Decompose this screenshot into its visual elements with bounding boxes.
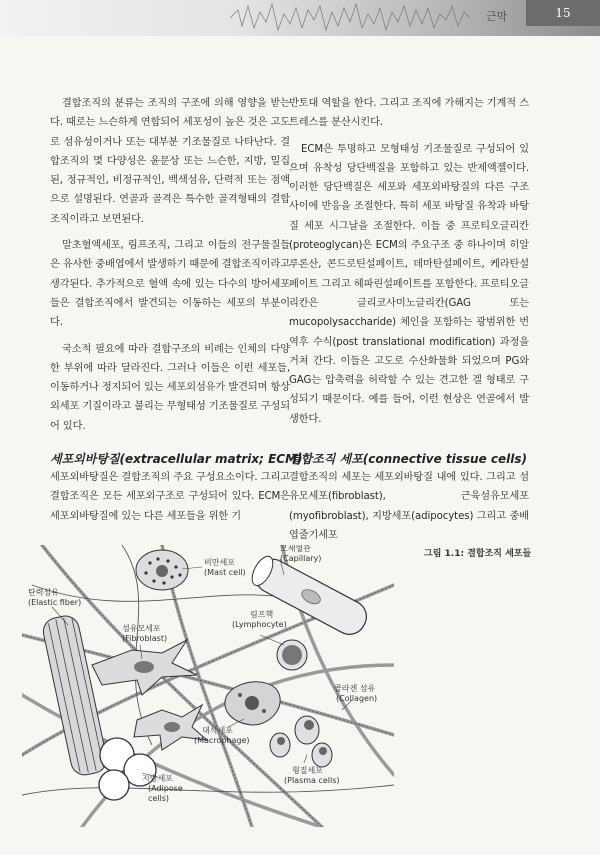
page-number: 15: [526, 0, 600, 26]
label-fibroblast: 섬유모세포: [122, 624, 161, 633]
label-collagen-en: (Collagen): [336, 694, 378, 703]
fibroblast: [92, 640, 197, 695]
ecm-paragraph: 세포외바탕질은 결합조직의 주요 구성요소이다. 그리고 결합조직은 모든 세포외구조로 구성되어 있다. ECM은 세포외바탕질에 있는 다른 세포들을 위한 기: [50, 472, 290, 522]
label-adipose-en-2: cells): [148, 794, 170, 803]
label-elastic-fiber: 탄력섬유: [28, 588, 59, 597]
label-fibroblast-en: (Fibroblast): [122, 634, 168, 643]
cells-paragraph: 결합조직의 세포는 세포외바탕질 내에 있다. 그리고 섬유모세포(fibroblast), 근육섬유모세포(myofibroblast), 지방세포(adipocytes) 그리고 중배엽줄기세포: [289, 472, 529, 541]
label-plasma: 형질세포: [292, 766, 323, 775]
label-plasma-en: (Plasma cells): [284, 776, 340, 785]
left-paragraph-1: 결합조직의 분류는 조직의 구조에 의해 영향을 받는다. 때로는 느슨하게 연합되어 세포성이 높은 것은 고도로 섬유성이거나 또는 대부분 기조물질로 나타난다. 결합조직의 몇 다양성은 윤문상 또는 느슨한, 지방, 밀집된, 정규적인, 비정규적인, 백색섬유, 단력적 또는 점액으로 설명된다. 연골과 골격은 특수한 골격형태의 결합조직이라고 보면된다.: [50, 98, 290, 225]
lymphocyte: [277, 640, 307, 670]
plasma-cells: [270, 716, 332, 767]
cells-heading: 결합조직 세포(connective tissue cells): [289, 452, 527, 466]
label-capillary: 모세혈관: [280, 545, 311, 553]
label-collagen: 콜라겐 섬유: [334, 684, 376, 693]
label-lymphocyte: 림프핵: [250, 610, 274, 619]
right-column: [289, 94, 529, 436]
connective-tissue-figure: [22, 545, 394, 827]
left-paragraph-3: 국소적 필요에 따라 결합구조의 비례는 인체의 다양한 부위에 따라 달라진다. 그러나 이들은 이런 세포들, 이동하거나 정지되어 있는 세포외섬유가 발견되며 항상 외세포 기질이라고 불리는 무형태성 기조물질로 구성되어 있다.: [50, 343, 290, 432]
left-paragraph-2: 말초혈액세포, 림프조직, 그리고 이들의 전구물질들은 유사한 중배엽에서 발생하기 때문에 결합조직이라고 생각된다. 추가적으로 혈액 속에 있는 다수의 방어세포들은 결합조직에서 발견되는 이동하는 세포의 부분이다.: [50, 240, 290, 329]
elastic-fiber-bundle: [41, 613, 109, 777]
label-macrophage-en: (Macrophage): [194, 736, 250, 745]
label-adipose-en-1: (Adipose: [148, 784, 183, 793]
label-lymphocyte-en: (Lymphocyte): [232, 620, 287, 629]
right-paragraph-2: ECM은 투명하고 모형태성 기조물질로 구성되어 있으며 유착성 당단백질을 포함하고 있는 반제액젤이다. 이러한 당단백질은 세포와 세포외바탕질의 다른 구조 사이에 반응을 조절한다. 특히 세포 바탕질 유착과 바탕질 세포 시그날을 조절한다. 이들 중 프로티오글리칸(proteoglycan)은 ECM의 주요구조 중 하나이며 히알루론산, 콘드로틴설페이트, 데마탄설페이트, 케라탄설페이트 그리고 헤파린설페이트를 포함한다. 프로티오글리칸은 글리코사미노글리칸(GAG 또는 mucopolysaccharide) 체인을 포함하는 광범위한 번역후 수식(post translational modification) 과정을 거쳐 간다. 이들은 고도로 수산화물화 되었으며 PG와 GAG는 압축력을 허락할 수 있는 견고한 겔 형태로 구성되기 때문이다. 예를 들어, 이런 현상은 연골에서 발생한다.: [289, 143, 529, 425]
label-elastic-fiber-en: (Elastic fiber): [28, 598, 82, 607]
right-paragraph-1: 반토대 역할을 한다. 그리고 조직에 가해지는 기계적 스트레스를 분산시킨다.: [289, 98, 529, 129]
label-mast-cell-en: (Mast cell): [204, 568, 246, 577]
label-mast-cell: 비만세포: [204, 558, 235, 567]
label-capillary-en: (Capillary): [280, 554, 322, 563]
header-section-title: 근막: [486, 10, 508, 23]
decorative-header-scribble: [230, 0, 470, 36]
mast-cell: [136, 550, 188, 590]
figure-caption: 그림 1.1: 결합조직 세포들: [424, 549, 532, 559]
macrophage: [225, 682, 280, 725]
ecm-heading: 세포외바탕질(extracellular matrix; ECM): [50, 452, 303, 466]
page-header-band: [0, 0, 600, 36]
label-adipose: 지방세포: [142, 774, 173, 783]
left-column: [50, 94, 290, 443]
label-macrophage: 대식세포: [202, 726, 233, 735]
